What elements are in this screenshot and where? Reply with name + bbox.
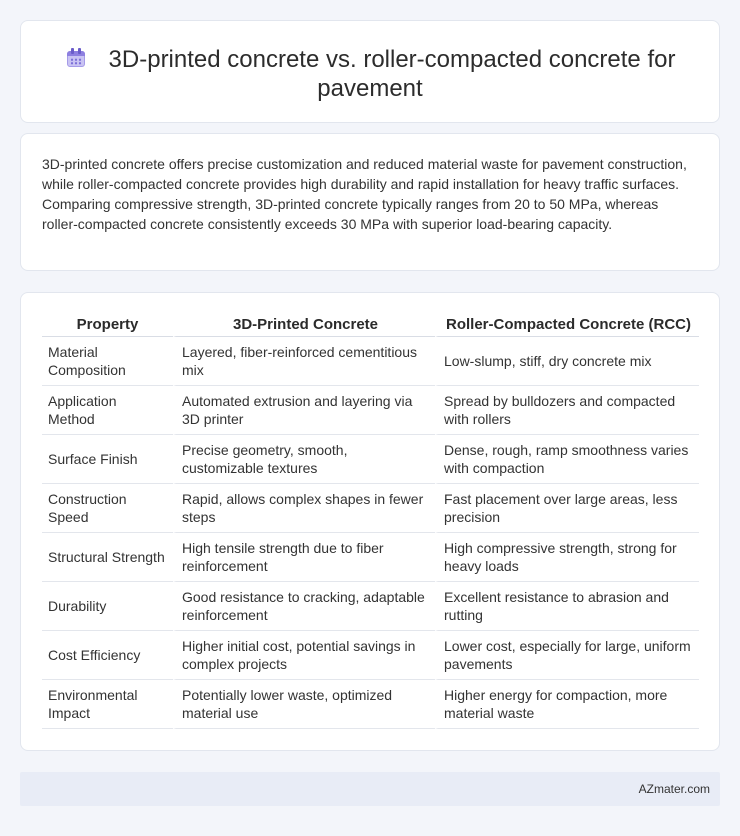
property-cell: Material Composition [42, 337, 173, 386]
rcc-cell: Lower cost, especially for large, uniform pavements [435, 631, 699, 680]
table-header-row [42, 313, 699, 337]
property-cell: Surface Finish [42, 435, 173, 484]
printed-concrete-cell: High tensile strength due to fiber reinforcement [173, 533, 435, 582]
comparison-table-card [20, 292, 720, 751]
rcc-cell: Excellent resistance to abrasion and rutting [435, 582, 699, 631]
table-row [42, 533, 699, 582]
column-header-3d-printed: 3D-Printed Concrete [173, 313, 435, 337]
footer-brand-link[interactable]: AZmater.com [638, 782, 710, 796]
table-row [42, 680, 699, 729]
footer-bar [20, 772, 720, 806]
rcc-cell: Spread by bulldozers and compacted with rollers [435, 386, 699, 435]
comparison-table [42, 313, 699, 729]
table-row [42, 484, 699, 533]
summary-text: 3D-printed concrete offers precise customization and reduced material waste for pavement construction, while roller-compacted concrete provides high durability and rapid installation for heavy traffic surfaces. Comparing compressive strength, 3D-printed concrete typically ranges from 20 to 50 MPa, whereas roller-compacted concrete consistently exceeds 30 MPa with superior load-bearing capacity. [42, 156, 687, 232]
printed-concrete-cell: Layered, fiber-reinforced cementitious mix [173, 337, 435, 386]
rcc-cell: Low-slump, stiff, dry concrete mix [435, 337, 699, 386]
property-cell: Structural Strength [42, 533, 173, 582]
column-header-property: Property [42, 313, 173, 337]
rcc-cell: Higher energy for compaction, more material waste [435, 680, 699, 729]
calendar-icon [65, 47, 87, 69]
table-row [42, 386, 699, 435]
column-header-rcc: Roller-Compacted Concrete (RCC) [435, 313, 699, 337]
printed-concrete-cell: Potentially lower waste, optimized material use [173, 680, 435, 729]
rcc-cell: Fast placement over large areas, less precision [435, 484, 699, 533]
printed-concrete-cell: Higher initial cost, potential savings in complex projects [173, 631, 435, 680]
printed-concrete-cell: Rapid, allows complex shapes in fewer steps [173, 484, 435, 533]
table-row [42, 337, 699, 386]
property-cell: Environmental Impact [42, 680, 173, 729]
summary-card [20, 133, 720, 271]
property-cell: Durability [42, 582, 173, 631]
title-card [20, 20, 720, 123]
page-title-wrap [61, 45, 679, 103]
page-title: 3D-printed concrete vs. roller-compacted concrete for pavement [108, 46, 676, 102]
printed-concrete-cell: Automated extrusion and layering via 3D printer [173, 386, 435, 435]
printed-concrete-cell: Precise geometry, smooth, customizable textures [173, 435, 435, 484]
table-row [42, 435, 699, 484]
printed-concrete-cell: Good resistance to cracking, adaptable reinforcement [173, 582, 435, 631]
table-row [42, 631, 699, 680]
property-cell: Application Method [42, 386, 173, 435]
table-row [42, 582, 699, 631]
property-cell: Cost Efficiency [42, 631, 173, 680]
rcc-cell: Dense, rough, ramp smoothness varies with compaction [435, 435, 699, 484]
rcc-cell: High compressive strength, strong for heavy loads [435, 533, 699, 582]
property-cell: Construction Speed [42, 484, 173, 533]
